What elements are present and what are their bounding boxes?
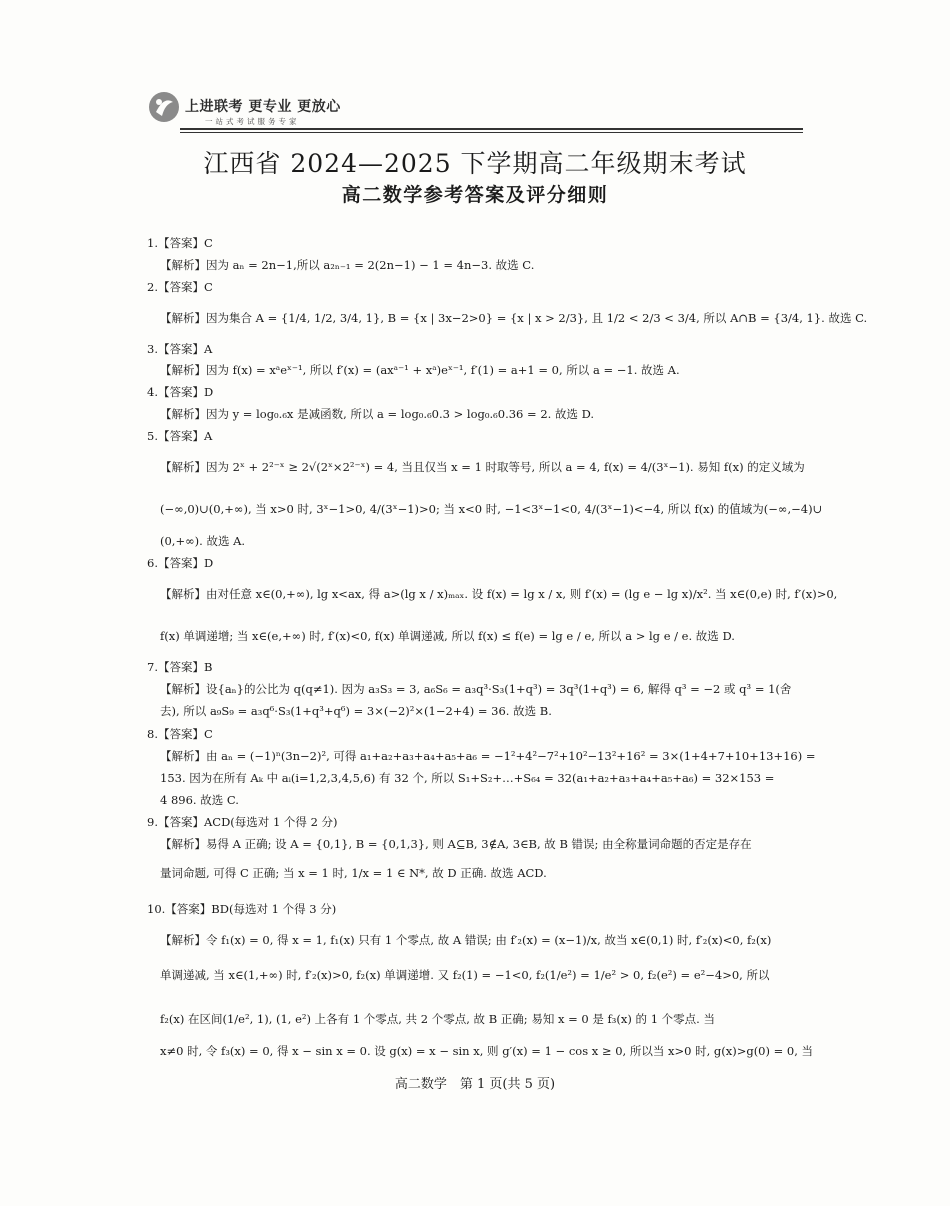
- analysis-continuation: (−∞,0)∪(0,+∞), 当 x>0 时, 3ˣ−1>0, 4/(3ˣ−1)>0; 当 x<0 时, −1<3ˣ−1<0, 4/(3ˣ−1)<−4, 所以 f(x) 的值域为(−∞,−4)∪: [160, 502, 823, 516]
- answer-line: 8.【答案】C: [147, 727, 213, 741]
- exam-title: 江西省 2024—2025 下学期高二年级期末考试: [203, 149, 747, 178]
- answer-line: 6.【答案】D: [147, 556, 214, 570]
- brand-slogan: 上进联考 更专业 更放心: [185, 99, 341, 115]
- answer-line: 1.【答案】C: [147, 236, 213, 250]
- answer-line: 4.【答案】D: [147, 385, 214, 399]
- analysis-line: 【解析】因为 aₙ = 2n−1,所以 a₂ₙ₋₁ = 2(2n−1) − 1 = 4n−3. 故选 C.: [160, 258, 535, 272]
- analysis-continuation: 单调递减, 当 x∈(1,+∞) 时, f′₂(x)>0, f₂(x) 单调递增. 又 f₂(1) = −1<0, f₂(1/e²) = 1/e² > 0, f₂(e²) = e²−4>0, 所以: [160, 968, 770, 982]
- analysis-line: 【解析】因为 2ˣ + 2²⁻ˣ ≥ 2√(2ˣ×2²⁻ˣ) = 4, 当且仅当 x = 1 时取等号, 所以 a = 4, f(x) = 4/(3ˣ−1). 易知 f(x) 的定义域为: [160, 460, 805, 474]
- brand-tagline: 一站式考试服务专家: [205, 117, 300, 126]
- answer-line: 9.【答案】ACD(每选对 1 个得 2 分): [147, 815, 338, 829]
- header-rule-thin: [180, 132, 803, 133]
- header-rule: [180, 128, 803, 130]
- answer-line: 3.【答案】A: [147, 342, 213, 356]
- page-footer: 高二数学 第 1 页(共 5 页): [394, 1077, 556, 1092]
- analysis-continuation: f(x) 单调递增; 当 x∈(e,+∞) 时, f′(x)<0, f(x) 单调递减, 所以 f(x) ≤ f(e) = lg e / e, 所以 a > lg e / e. 故选 D.: [160, 629, 735, 643]
- brand-logo-icon: [147, 90, 181, 124]
- answer-line: 7.【答案】B: [147, 660, 213, 674]
- analysis-continuation: 4 896. 故选 C.: [160, 793, 239, 807]
- analysis-continuation: 量词命题, 可得 C 正确; 当 x = 1 时, 1/x = 1 ∈ N*, 故 D 正确. 故选 ACD.: [160, 866, 547, 880]
- analysis-line: 【解析】因为 y = log₀.₆x 是减函数, 所以 a = log₀.₆0.3 > log₀.₆0.36 = 2. 故选 D.: [160, 407, 595, 421]
- analysis-line: 【解析】因为 f(x) = xᵃeˣ⁻¹, 所以 f′(x) = (axᵃ⁻¹ + xᵃ)eˣ⁻¹, f′(1) = a+1 = 0, 所以 a = −1. 故选 A.: [160, 363, 680, 377]
- analysis-line: 【解析】由 aₙ = (−1)ⁿ(3n−2)², 可得 a₁+a₂+a₃+a₄+a₅+a₆ = −1²+4²−7²+10²−13²+16² = 3×(1+4+7+10+13+16) =: [160, 749, 816, 763]
- answer-line: 5.【答案】A: [147, 429, 213, 443]
- answer-line: 2.【答案】C: [147, 280, 213, 294]
- analysis-line: 【解析】设{aₙ}的公比为 q(q≠1). 因为 a₃S₃ = 3, a₆S₆ = a₃q³·S₃(1+q³) = 3q³(1+q³) = 6, 解得 q³ = −2 或 q³ = 1(舍: [160, 682, 792, 696]
- analysis-continuation: f₂(x) 在区间(1/e², 1), (1, e²) 上各有 1 个零点, 共 2 个零点, 故 B 正确; 易知 x = 0 是 f₃(x) 的 1 个零点. 当: [160, 1012, 715, 1026]
- analysis-line: 【解析】易得 A 正确; 设 A = {0,1}, B = {0,1,3}, 则 A⊆B, 3∉A, 3∈B, 故 B 错误; 由全称量词命题的否定是存在: [160, 837, 752, 851]
- exam-subtitle: 高二数学参考答案及评分细则: [341, 184, 609, 206]
- analysis-line: 【解析】由对任意 x∈(0,+∞), lg x<ax, 得 a>(lg x / x)ₘₐₓ. 设 f(x) = lg x / x, 则 f′(x) = (lg e − lg x)/x². 当 x∈(0,e) 时, f′(x)>0,: [160, 587, 838, 601]
- analysis-line: 【解析】因为集合 A = {1/4, 1/2, 3/4, 1}, B = {x | 3x−2>0} = {x | x > 2/3}, 且 1/2 < 2/3 < 3/4, 所以 A∩B = {3/4, 1}. 故选 C.: [160, 311, 868, 325]
- analysis-line: 【解析】令 f₁(x) = 0, 得 x = 1, f₁(x) 只有 1 个零点, 故 A 错误; 由 f′₂(x) = (x−1)/x, 故当 x∈(0,1) 时, f′₂(x)<0, f₂(x): [160, 933, 772, 947]
- analysis-continuation: (0,+∞). 故选 A.: [160, 534, 246, 548]
- analysis-continuation: 153. 因为在所有 Aₖ 中 aᵢ(i=1,2,3,4,5,6) 有 32 个, 所以 S₁+S₂+…+S₆₄ = 32(a₁+a₂+a₃+a₄+a₅+a₆) = 32×153 =: [160, 771, 775, 785]
- analysis-continuation: x≠0 时, 令 f₃(x) = 0, 得 x − sin x = 0. 设 g(x) = x − sin x, 则 g′(x) = 1 − cos x ≥ 0, 所以当 x>0 时, g(x)>g(0) = 0, 当: [160, 1044, 814, 1058]
- analysis-continuation: 去), 所以 a₉S₉ = a₃q⁶·S₃(1+q³+q⁶) = 3×(−2)²×(1−2+4) = 36. 故选 B.: [160, 704, 552, 718]
- answer-line: 10.【答案】BD(每选对 1 个得 3 分): [147, 902, 337, 916]
